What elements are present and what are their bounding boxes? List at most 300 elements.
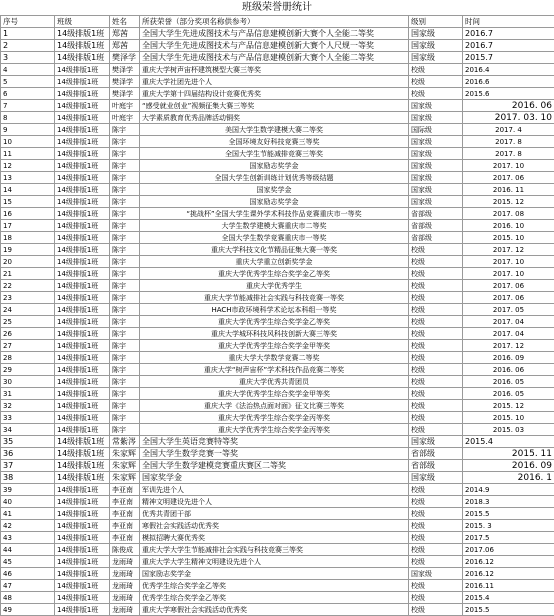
cell-time[interactable]: 2015. 10 xyxy=(463,412,554,424)
cell-class[interactable]: 14级排版1班 xyxy=(55,328,110,340)
cell-level[interactable]: 校级 xyxy=(409,364,463,376)
cell-level[interactable]: 国家级 xyxy=(409,100,463,112)
cell-no[interactable]: 19 xyxy=(1,244,55,256)
cell-award[interactable]: 全国大学生英语竞赛特等奖 xyxy=(140,436,409,448)
cell-class[interactable]: 14级排版1班 xyxy=(55,376,110,388)
cell-no[interactable]: 11 xyxy=(1,148,55,160)
cell-name[interactable]: 陈宇 xyxy=(110,268,140,280)
cell-level[interactable]: 校级 xyxy=(409,520,463,532)
cell-name[interactable]: 李亚南 xyxy=(110,532,140,544)
cell-name[interactable]: 陈宇 xyxy=(110,328,140,340)
cell-award[interactable]: 全国大学生先进成图技术与产品信息建模创新大赛个人全能二等奖 xyxy=(140,28,409,40)
cell-level[interactable]: 国家级 xyxy=(409,568,463,580)
cell-class[interactable]: 14级排版1班 xyxy=(55,100,110,112)
cell-time[interactable]: 2016. 09 xyxy=(463,460,554,472)
cell-award[interactable]: 全国大学生数学竞赛一等奖 xyxy=(140,448,409,460)
cell-award[interactable]: 军训先进个人 xyxy=(140,484,409,496)
cell-class[interactable]: 14级排版1班 xyxy=(55,256,110,268)
cell-no[interactable]: 18 xyxy=(1,232,55,244)
cell-award[interactable]: 寒假社会实践活动优秀奖 xyxy=(140,520,409,532)
cell-no[interactable]: 25 xyxy=(1,316,55,328)
cell-level[interactable]: 校级 xyxy=(409,424,463,436)
cell-class[interactable]: 14级排版1班 xyxy=(55,292,110,304)
cell-no[interactable]: 48 xyxy=(1,592,55,604)
cell-name[interactable]: 郑茜 xyxy=(110,28,140,40)
cell-level[interactable]: 校级 xyxy=(409,484,463,496)
cell-award[interactable]: 重庆大学第十四届结构设计竞赛优秀奖 xyxy=(140,88,409,100)
cell-name[interactable]: 陈宇 xyxy=(110,316,140,328)
cell-time[interactable]: 2016. 09 xyxy=(463,352,554,364)
cell-class[interactable]: 14级排版1班 xyxy=(55,28,110,40)
cell-time[interactable]: 2015.5 xyxy=(463,604,554,616)
cell-award[interactable]: HACH市政环境科学术论坛本科组一等奖 xyxy=(140,304,409,316)
cell-time[interactable]: 2015. 03 xyxy=(463,424,554,436)
cell-name[interactable]: 龙雨琦 xyxy=(110,568,140,580)
cell-time[interactable]: 2015. 12 xyxy=(463,400,554,412)
cell-name[interactable]: 陈宇 xyxy=(110,232,140,244)
cell-time[interactable]: 2015.4 xyxy=(463,436,554,448)
cell-class[interactable]: 14级排版1班 xyxy=(55,568,110,580)
cell-name[interactable]: 陈宇 xyxy=(110,304,140,316)
cell-class[interactable]: 14级排版1班 xyxy=(55,244,110,256)
cell-level[interactable]: 校级 xyxy=(409,400,463,412)
cell-class[interactable]: 14级排版1班 xyxy=(55,232,110,244)
cell-class[interactable]: 14级排版1班 xyxy=(55,220,110,232)
cell-name[interactable]: 陈宇 xyxy=(110,424,140,436)
cell-level[interactable]: 校级 xyxy=(409,532,463,544)
cell-no[interactable]: 33 xyxy=(1,412,55,424)
cell-level[interactable]: 国家级 xyxy=(409,160,463,172)
cell-award[interactable]: 大学素质教育优秀品牌活动铜奖 xyxy=(140,112,409,124)
cell-class[interactable]: 14级排版1班 xyxy=(55,400,110,412)
cell-time[interactable]: 2017. 12 xyxy=(463,340,554,352)
cell-name[interactable]: 陈宇 xyxy=(110,208,140,220)
cell-no[interactable]: 46 xyxy=(1,568,55,580)
cell-name[interactable]: 叶庭宇 xyxy=(110,112,140,124)
cell-class[interactable]: 14级排版1班 xyxy=(55,196,110,208)
cell-time[interactable]: 2016. 10 xyxy=(463,220,554,232)
cell-award[interactable]: 重庆大学优秀学生综合奖学金乙等奖 xyxy=(140,268,409,280)
cell-time[interactable]: 2016. 05 xyxy=(463,376,554,388)
cell-no[interactable]: 20 xyxy=(1,256,55,268)
cell-no[interactable]: 16 xyxy=(1,208,55,220)
cell-name[interactable]: 李亚南 xyxy=(110,508,140,520)
cell-time[interactable]: 2017. 06 xyxy=(463,172,554,184)
cell-class[interactable]: 14级排版1班 xyxy=(55,268,110,280)
cell-time[interactable]: 2015.7 xyxy=(463,52,554,64)
cell-name[interactable]: 樊泽学 xyxy=(110,64,140,76)
cell-class[interactable]: 14级排版1班 xyxy=(55,580,110,592)
cell-award[interactable]: 重庆大学重立创新奖学金 xyxy=(140,256,409,268)
cell-award[interactable]: 全国大学生数学竞赛重庆市一等奖 xyxy=(140,232,409,244)
cell-class[interactable]: 14级排版1班 xyxy=(55,604,110,616)
cell-award[interactable]: 重庆大学优秀学生综合奖学金甲等奖 xyxy=(140,340,409,352)
cell-class[interactable]: 14级排版1班 xyxy=(55,556,110,568)
cell-time[interactable]: 2016.4 xyxy=(463,64,554,76)
cell-name[interactable]: 陈宇 xyxy=(110,400,140,412)
cell-name[interactable]: 陈宇 xyxy=(110,352,140,364)
cell-class[interactable]: 14级排版1班 xyxy=(55,472,110,484)
cell-name[interactable]: 陈宇 xyxy=(110,292,140,304)
cell-award[interactable]: 重庆大学“树声宙杯”学术科技作品竞赛二等奖 xyxy=(140,364,409,376)
cell-no[interactable]: 28 xyxy=(1,352,55,364)
cell-time[interactable]: 2016.11 xyxy=(463,580,554,592)
cell-time[interactable]: 2017. 4 xyxy=(463,124,554,136)
cell-level[interactable]: 校级 xyxy=(409,376,463,388)
cell-name[interactable]: 李亚南 xyxy=(110,496,140,508)
cell-level[interactable]: 国家级 xyxy=(409,28,463,40)
cell-level[interactable]: 校级 xyxy=(409,508,463,520)
cell-time[interactable]: 2016. 06 xyxy=(463,364,554,376)
cell-award[interactable]: 重庆大学优秀学生综合奖学金丙等奖 xyxy=(140,424,409,436)
cell-no[interactable]: 14 xyxy=(1,184,55,196)
cell-level[interactable]: 校级 xyxy=(409,64,463,76)
cell-time[interactable]: 2015.6 xyxy=(463,88,554,100)
cell-time[interactable]: 2017.5 xyxy=(463,532,554,544)
cell-level[interactable]: 国家级 xyxy=(409,472,463,484)
cell-no[interactable]: 6 xyxy=(1,88,55,100)
cell-level[interactable]: 省部级 xyxy=(409,208,463,220)
cell-no[interactable]: 17 xyxy=(1,220,55,232)
cell-award[interactable]: 重庆大学科技文化节精品征集大赛一等奖 xyxy=(140,244,409,256)
cell-name[interactable]: 龙雨琦 xyxy=(110,592,140,604)
cell-no[interactable]: 15 xyxy=(1,196,55,208)
cell-class[interactable]: 14级排版1班 xyxy=(55,436,110,448)
header-no[interactable]: 序号 xyxy=(1,16,55,28)
cell-name[interactable]: 陈宇 xyxy=(110,364,140,376)
cell-award[interactable]: 重庆大学大学生精神文明建设先进个人 xyxy=(140,556,409,568)
cell-award[interactable]: 国家奖学金 xyxy=(140,184,409,196)
cell-award[interactable]: 国家励志奖学金 xyxy=(140,196,409,208)
cell-award[interactable]: 大学生数学建模大赛重庆市二等奖 xyxy=(140,220,409,232)
cell-level[interactable]: 省部级 xyxy=(409,448,463,460)
cell-class[interactable]: 14级排版1班 xyxy=(55,136,110,148)
cell-class[interactable]: 14级排版1班 xyxy=(55,40,110,52)
cell-name[interactable]: 樊泽学 xyxy=(110,88,140,100)
cell-award[interactable]: 国家励志奖学金 xyxy=(140,568,409,580)
cell-level[interactable]: 校级 xyxy=(409,352,463,364)
cell-level[interactable]: 校级 xyxy=(409,316,463,328)
cell-level[interactable]: 国家级 xyxy=(409,196,463,208)
cell-no[interactable]: 36 xyxy=(1,448,55,460)
cell-time[interactable]: 2017. 06 xyxy=(463,292,554,304)
cell-class[interactable]: 14级排版1班 xyxy=(55,148,110,160)
cell-time[interactable]: 2018.3 xyxy=(463,496,554,508)
cell-level[interactable]: 校级 xyxy=(409,412,463,424)
cell-time[interactable]: 2017. 04 xyxy=(463,328,554,340)
cell-time[interactable]: 2015. 3 xyxy=(463,520,554,532)
cell-no[interactable]: 47 xyxy=(1,580,55,592)
cell-level[interactable]: 国家级 xyxy=(409,40,463,52)
cell-class[interactable]: 14级排版1班 xyxy=(55,304,110,316)
cell-level[interactable]: 校级 xyxy=(409,592,463,604)
cell-level[interactable]: 校级 xyxy=(409,304,463,316)
cell-name[interactable]: 陈宇 xyxy=(110,160,140,172)
cell-award[interactable]: 全国大学生先进成图技术与产品信息建模创新大赛个人全能二等奖 xyxy=(140,52,409,64)
cell-time[interactable]: 2017. 10 xyxy=(463,256,554,268)
cell-award[interactable]: 重庆大学优秀共青团员 xyxy=(140,376,409,388)
cell-level[interactable]: 校级 xyxy=(409,496,463,508)
cell-level[interactable]: 国家级 xyxy=(409,112,463,124)
cell-level[interactable]: 校级 xyxy=(409,292,463,304)
cell-name[interactable]: 陈宇 xyxy=(110,172,140,184)
cell-level[interactable]: 校级 xyxy=(409,88,463,100)
cell-class[interactable]: 14级排版1班 xyxy=(55,184,110,196)
cell-level[interactable]: 国家级 xyxy=(409,148,463,160)
cell-level[interactable]: 校级 xyxy=(409,256,463,268)
cell-time[interactable]: 2017. 06 xyxy=(463,280,554,292)
cell-class[interactable]: 14级排版1班 xyxy=(55,88,110,100)
cell-name[interactable]: 陈宇 xyxy=(110,412,140,424)
cell-award[interactable]: “感受就业创业”视频征集大赛三等奖 xyxy=(140,100,409,112)
cell-no[interactable]: 26 xyxy=(1,328,55,340)
cell-class[interactable]: 14级排版1班 xyxy=(55,364,110,376)
cell-class[interactable]: 14级排版1班 xyxy=(55,484,110,496)
cell-name[interactable]: 陈宇 xyxy=(110,256,140,268)
cell-name[interactable]: 陈宇 xyxy=(110,244,140,256)
cell-name[interactable]: 陈宇 xyxy=(110,220,140,232)
cell-award[interactable]: 重庆大学优秀学生 xyxy=(140,280,409,292)
cell-level[interactable]: 国家级 xyxy=(409,52,463,64)
cell-award[interactable]: 重庆大学《法治热点面对面》征文比赛三等奖 xyxy=(140,400,409,412)
cell-award[interactable]: 重庆大学节能减排社会实践与科技竞赛一等奖 xyxy=(140,292,409,304)
cell-name[interactable]: 樊泽学 xyxy=(110,52,140,64)
cell-time[interactable]: 2015. 11 xyxy=(463,448,554,460)
cell-award[interactable]: 国家奖学金 xyxy=(140,472,409,484)
cell-no[interactable]: 43 xyxy=(1,532,55,544)
cell-time[interactable]: 2017. 08 xyxy=(463,208,554,220)
cell-level[interactable]: 校级 xyxy=(409,76,463,88)
cell-award[interactable]: 重庆大学优秀学生综合奖学金丙等奖 xyxy=(140,412,409,424)
cell-time[interactable]: 2017. 05 xyxy=(463,304,554,316)
cell-level[interactable]: 校级 xyxy=(409,388,463,400)
cell-no[interactable]: 27 xyxy=(1,340,55,352)
cell-award[interactable]: 精神文明建设先进个人 xyxy=(140,496,409,508)
cell-no[interactable]: 42 xyxy=(1,520,55,532)
cell-name[interactable]: 陈俊成 xyxy=(110,544,140,556)
cell-no[interactable]: 38 xyxy=(1,472,55,484)
cell-class[interactable]: 14级排版1班 xyxy=(55,316,110,328)
cell-award[interactable]: “挑战杯”全国大学生课外学术科技作品竞赛重庆市一等奖 xyxy=(140,208,409,220)
header-award[interactable]: 所获荣誉（部分奖项名称供参考） xyxy=(140,16,409,28)
cell-award[interactable]: 优秀学生综合奖学金乙等奖 xyxy=(140,592,409,604)
cell-no[interactable]: 40 xyxy=(1,496,55,508)
cell-no[interactable]: 31 xyxy=(1,388,55,400)
cell-class[interactable]: 14级排版1班 xyxy=(55,448,110,460)
cell-class[interactable]: 14级排版1班 xyxy=(55,592,110,604)
cell-award[interactable]: 重庆大学优秀学生综合奖学金甲等奖 xyxy=(140,388,409,400)
cell-time[interactable]: 2017. 8 xyxy=(463,136,554,148)
cell-class[interactable]: 14级排版1班 xyxy=(55,112,110,124)
cell-name[interactable]: 郑茜 xyxy=(110,40,140,52)
cell-level[interactable]: 校级 xyxy=(409,340,463,352)
cell-time[interactable]: 2016.7 xyxy=(463,40,554,52)
cell-award[interactable]: 全国环境友好科技竞赛三等奖 xyxy=(140,136,409,148)
cell-name[interactable]: 陈宇 xyxy=(110,340,140,352)
cell-time[interactable]: 2016. 06 xyxy=(463,100,554,112)
cell-no[interactable]: 30 xyxy=(1,376,55,388)
cell-no[interactable]: 24 xyxy=(1,304,55,316)
header-name[interactable]: 姓名 xyxy=(110,16,140,28)
cell-class[interactable]: 14级排版1班 xyxy=(55,76,110,88)
cell-class[interactable]: 14级排版1班 xyxy=(55,412,110,424)
cell-name[interactable]: 李亚南 xyxy=(110,484,140,496)
cell-no[interactable]: 4 xyxy=(1,64,55,76)
cell-time[interactable]: 2016. 05 xyxy=(463,388,554,400)
cell-time[interactable]: 2017. 03. 10 xyxy=(463,112,554,124)
cell-time[interactable]: 2015.5 xyxy=(463,508,554,520)
cell-award[interactable]: 国家励志奖学金 xyxy=(140,160,409,172)
header-time[interactable]: 时间 xyxy=(463,16,554,28)
cell-award[interactable]: 全国大学生节能减排竞赛三等奖 xyxy=(140,148,409,160)
cell-name[interactable]: 叶庭宇 xyxy=(110,100,140,112)
cell-time[interactable]: 2017. 10 xyxy=(463,268,554,280)
cell-level[interactable]: 省部级 xyxy=(409,220,463,232)
cell-name[interactable]: 龙雨琦 xyxy=(110,604,140,616)
cell-class[interactable]: 14级排版1班 xyxy=(55,352,110,364)
cell-no[interactable]: 3 xyxy=(1,52,55,64)
cell-level[interactable]: 校级 xyxy=(409,556,463,568)
cell-class[interactable]: 14级排版1班 xyxy=(55,52,110,64)
cell-name[interactable]: 陈宇 xyxy=(110,184,140,196)
cell-level[interactable]: 省部级 xyxy=(409,460,463,472)
cell-time[interactable]: 2016.12 xyxy=(463,568,554,580)
cell-time[interactable]: 2015. 10 xyxy=(463,232,554,244)
cell-name[interactable]: 朱家辉 xyxy=(110,460,140,472)
cell-no[interactable]: 1 xyxy=(1,28,55,40)
cell-time[interactable]: 2016.12 xyxy=(463,556,554,568)
cell-no[interactable]: 41 xyxy=(1,508,55,520)
cell-class[interactable]: 14级排版1班 xyxy=(55,208,110,220)
cell-time[interactable]: 2017.06 xyxy=(463,544,554,556)
cell-time[interactable]: 2014.9 xyxy=(463,484,554,496)
cell-name[interactable]: 陈宇 xyxy=(110,388,140,400)
cell-award[interactable]: 优秀共青团干部 xyxy=(140,508,409,520)
cell-name[interactable]: 陈宇 xyxy=(110,124,140,136)
cell-level[interactable]: 国家级 xyxy=(409,136,463,148)
cell-level[interactable]: 国家级 xyxy=(409,184,463,196)
cell-level[interactable]: 国家级 xyxy=(409,436,463,448)
cell-class[interactable]: 14级排版1班 xyxy=(55,160,110,172)
cell-name[interactable]: 常紫涔 xyxy=(110,436,140,448)
cell-no[interactable]: 5 xyxy=(1,76,55,88)
cell-no[interactable]: 49 xyxy=(1,604,55,616)
cell-class[interactable]: 14级排版1班 xyxy=(55,544,110,556)
cell-no[interactable]: 35 xyxy=(1,436,55,448)
header-level[interactable]: 级别 xyxy=(409,16,463,28)
cell-name[interactable]: 朱家辉 xyxy=(110,448,140,460)
cell-level[interactable]: 省部级 xyxy=(409,232,463,244)
cell-level[interactable]: 国家级 xyxy=(409,172,463,184)
cell-level[interactable]: 校级 xyxy=(409,280,463,292)
cell-time[interactable]: 2015. 12 xyxy=(463,196,554,208)
cell-no[interactable]: 45 xyxy=(1,556,55,568)
cell-name[interactable]: 陈宇 xyxy=(110,196,140,208)
cell-time[interactable]: 2017. 10 xyxy=(463,160,554,172)
cell-class[interactable]: 14级排版1班 xyxy=(55,280,110,292)
cell-class[interactable]: 14级排版1班 xyxy=(55,508,110,520)
cell-award[interactable]: 美国大学生数学建模大赛二等奖 xyxy=(140,124,409,136)
cell-class[interactable]: 14级排版1班 xyxy=(55,532,110,544)
cell-no[interactable]: 7 xyxy=(1,100,55,112)
cell-time[interactable]: 2016. 1 xyxy=(463,472,554,484)
cell-level[interactable]: 校级 xyxy=(409,244,463,256)
header-class[interactable]: 班级 xyxy=(55,16,110,28)
cell-class[interactable]: 14级排版1班 xyxy=(55,520,110,532)
cell-no[interactable]: 23 xyxy=(1,292,55,304)
cell-no[interactable]: 32 xyxy=(1,400,55,412)
cell-name[interactable]: 陈宇 xyxy=(110,148,140,160)
cell-award[interactable]: 全国大学生创新训练计划优秀等级结题 xyxy=(140,172,409,184)
cell-no[interactable]: 34 xyxy=(1,424,55,436)
cell-level[interactable]: 校级 xyxy=(409,268,463,280)
cell-no[interactable]: 8 xyxy=(1,112,55,124)
cell-name[interactable]: 陈宇 xyxy=(110,376,140,388)
cell-class[interactable]: 14级排版1班 xyxy=(55,340,110,352)
cell-award[interactable]: 重庆大学树声宙杯建筑模型大赛三等奖 xyxy=(140,64,409,76)
cell-award[interactable]: 模拟招聘大赛优秀奖 xyxy=(140,532,409,544)
cell-level[interactable]: 校级 xyxy=(409,580,463,592)
cell-class[interactable]: 14级排版1班 xyxy=(55,124,110,136)
cell-award[interactable]: 全国大学生先进成图技术与产品信息建模创新大赛个人尺规一等奖 xyxy=(140,40,409,52)
cell-award[interactable]: 重庆大学城环科技风科技创新大赛三等奖 xyxy=(140,328,409,340)
cell-no[interactable]: 2 xyxy=(1,40,55,52)
cell-no[interactable]: 13 xyxy=(1,172,55,184)
cell-name[interactable]: 陈宇 xyxy=(110,280,140,292)
cell-name[interactable]: 樊泽学 xyxy=(110,76,140,88)
cell-level[interactable]: 校级 xyxy=(409,604,463,616)
cell-award[interactable]: 重庆大学大学生节能减排社会实践与科技竞赛三等奖 xyxy=(140,544,409,556)
cell-award[interactable]: 重庆大学优秀学生综合奖学金乙等奖 xyxy=(140,316,409,328)
cell-award[interactable]: 重庆大学社团先进个人 xyxy=(140,76,409,88)
cell-no[interactable]: 44 xyxy=(1,544,55,556)
cell-class[interactable]: 14级排版1班 xyxy=(55,64,110,76)
cell-class[interactable]: 14级排版1班 xyxy=(55,460,110,472)
cell-no[interactable]: 39 xyxy=(1,484,55,496)
cell-no[interactable]: 29 xyxy=(1,364,55,376)
cell-level[interactable]: 校级 xyxy=(409,544,463,556)
cell-time[interactable]: 2016. 11 xyxy=(463,184,554,196)
cell-award[interactable]: 重庆大学大学数学竞赛二等奖 xyxy=(140,352,409,364)
cell-name[interactable]: 李亚南 xyxy=(110,520,140,532)
cell-time[interactable]: 2017. 8 xyxy=(463,148,554,160)
cell-no[interactable]: 9 xyxy=(1,124,55,136)
cell-name[interactable]: 陈宇 xyxy=(110,136,140,148)
cell-level[interactable]: 国际级 xyxy=(409,124,463,136)
cell-time[interactable]: 2016.7 xyxy=(463,28,554,40)
cell-name[interactable]: 龙雨琦 xyxy=(110,580,140,592)
cell-name[interactable]: 龙雨琦 xyxy=(110,556,140,568)
cell-name[interactable]: 朱家辉 xyxy=(110,472,140,484)
cell-no[interactable]: 10 xyxy=(1,136,55,148)
cell-time[interactable]: 2016.6 xyxy=(463,76,554,88)
cell-award[interactable]: 全国大学生数学建模竞赛重庆赛区二等奖 xyxy=(140,460,409,472)
cell-award[interactable]: 重庆大学寒假社会实践活动优秀奖 xyxy=(140,604,409,616)
cell-time[interactable]: 2017. 12 xyxy=(463,244,554,256)
cell-award[interactable]: 优秀学生综合奖学金乙等奖 xyxy=(140,580,409,592)
cell-class[interactable]: 14级排版1班 xyxy=(55,388,110,400)
cell-no[interactable]: 37 xyxy=(1,460,55,472)
cell-class[interactable]: 14级排版1班 xyxy=(55,496,110,508)
cell-time[interactable]: 2017. 04 xyxy=(463,316,554,328)
cell-class[interactable]: 14级排版1班 xyxy=(55,424,110,436)
cell-no[interactable]: 12 xyxy=(1,160,55,172)
cell-time[interactable]: 2015.4 xyxy=(463,592,554,604)
cell-no[interactable]: 22 xyxy=(1,280,55,292)
cell-class[interactable]: 14级排版1班 xyxy=(55,172,110,184)
cell-level[interactable]: 校级 xyxy=(409,328,463,340)
cell-no[interactable]: 21 xyxy=(1,268,55,280)
